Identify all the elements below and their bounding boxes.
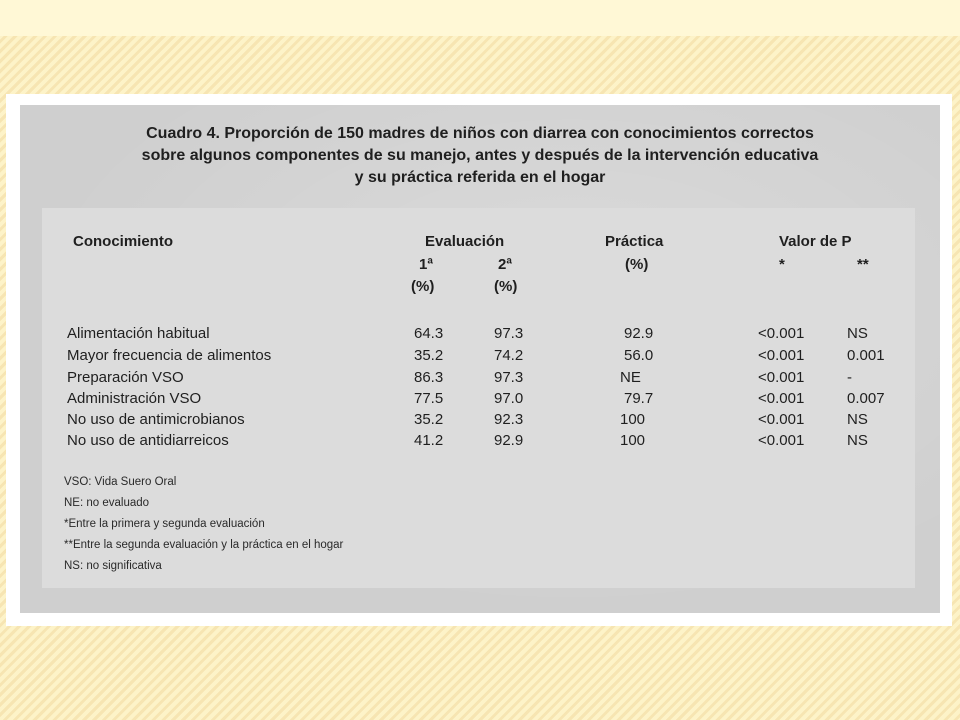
row-label: No uso de antimicrobianos xyxy=(67,411,245,428)
cell-practica: 100 xyxy=(620,411,646,428)
table-title xyxy=(20,123,940,189)
header-p-double-star: ** xyxy=(857,256,869,273)
cell-p-1: <0.001 xyxy=(758,432,805,449)
cell-eval-2: 97.3 xyxy=(494,369,524,386)
cell-p-1: <0.001 xyxy=(758,411,805,428)
cell-p-1: <0.001 xyxy=(758,325,805,342)
cell-practica: 92.9 xyxy=(624,325,654,342)
cell-eval-2: 97.3 xyxy=(494,325,524,342)
header-valor-p: Valor de P xyxy=(779,233,852,250)
data-table xyxy=(42,208,915,588)
row-label: No uso de antidiarreicos xyxy=(67,432,229,449)
cell-practica: 56.0 xyxy=(624,347,654,364)
header-practica: Práctica xyxy=(605,233,664,250)
header-eval-2-pct: (%) xyxy=(494,278,518,295)
cell-p-2: NS xyxy=(847,411,868,428)
cell-practica: 79.7 xyxy=(624,390,654,407)
header-eval-1-pct: (%) xyxy=(411,278,435,295)
header-eval-2: 2ª xyxy=(498,256,512,273)
cell-p-2: 0.001 xyxy=(847,347,885,364)
footnote-ne: NE: no evaluado xyxy=(64,497,150,509)
header-conocimiento: Conocimiento xyxy=(73,233,173,250)
title-line-3: y su práctica referida en el hogar xyxy=(354,169,606,186)
cell-practica: NE xyxy=(620,369,641,386)
cell-p-2: 0.007 xyxy=(847,390,885,407)
footnote-double-star: **Entre la segunda evaluación y la práctica en el hogar xyxy=(64,539,344,551)
cell-p-2: NS xyxy=(847,325,868,342)
footnote-single-star: *Entre la primera y segunda evaluación xyxy=(64,518,265,530)
cell-eval-1: 64.3 xyxy=(414,325,444,342)
cell-eval-1: 35.2 xyxy=(414,347,444,364)
cell-eval-2: 92.3 xyxy=(494,411,524,428)
cell-eval-2: 74.2 xyxy=(494,347,524,364)
cell-eval-1: 77.5 xyxy=(414,390,444,407)
cell-p-1: <0.001 xyxy=(758,369,805,386)
cell-p-1: <0.001 xyxy=(758,390,805,407)
cell-p-2: NS xyxy=(847,432,868,449)
cell-p-1: <0.001 xyxy=(758,347,805,364)
cell-practica: 100 xyxy=(620,432,646,449)
cell-eval-1: 41.2 xyxy=(414,432,444,449)
row-label: Preparación VSO xyxy=(67,369,184,386)
cell-eval-1: 86.3 xyxy=(414,369,444,386)
scanned-table-image xyxy=(20,105,940,613)
header-eval-1: 1ª xyxy=(419,256,433,273)
row-label: Alimentación habitual xyxy=(67,325,210,342)
cell-eval-1: 35.2 xyxy=(414,411,444,428)
cell-p-2: - xyxy=(847,369,852,386)
header-practica-pct: (%) xyxy=(625,256,649,273)
header-p-star: * xyxy=(779,256,785,273)
cell-eval-2: 92.9 xyxy=(494,432,524,449)
title-line-2: sobre algunos componentes de su manejo, antes y después de la intervención educativa xyxy=(141,147,819,164)
cell-eval-2: 97.0 xyxy=(494,390,524,407)
title-line-1: Cuadro 4. Proporción de 150 madres de niños con diarrea con conocimientos correctos xyxy=(146,125,814,142)
row-label: Mayor frecuencia de alimentos xyxy=(67,347,272,364)
row-label: Administración VSO xyxy=(67,390,202,407)
slide-top-band xyxy=(0,0,960,36)
footnote-ns: NS: no significativa xyxy=(64,560,162,572)
header-evaluacion: Evaluación xyxy=(425,233,505,250)
footnote-vso: VSO: Vida Suero Oral xyxy=(64,476,177,488)
